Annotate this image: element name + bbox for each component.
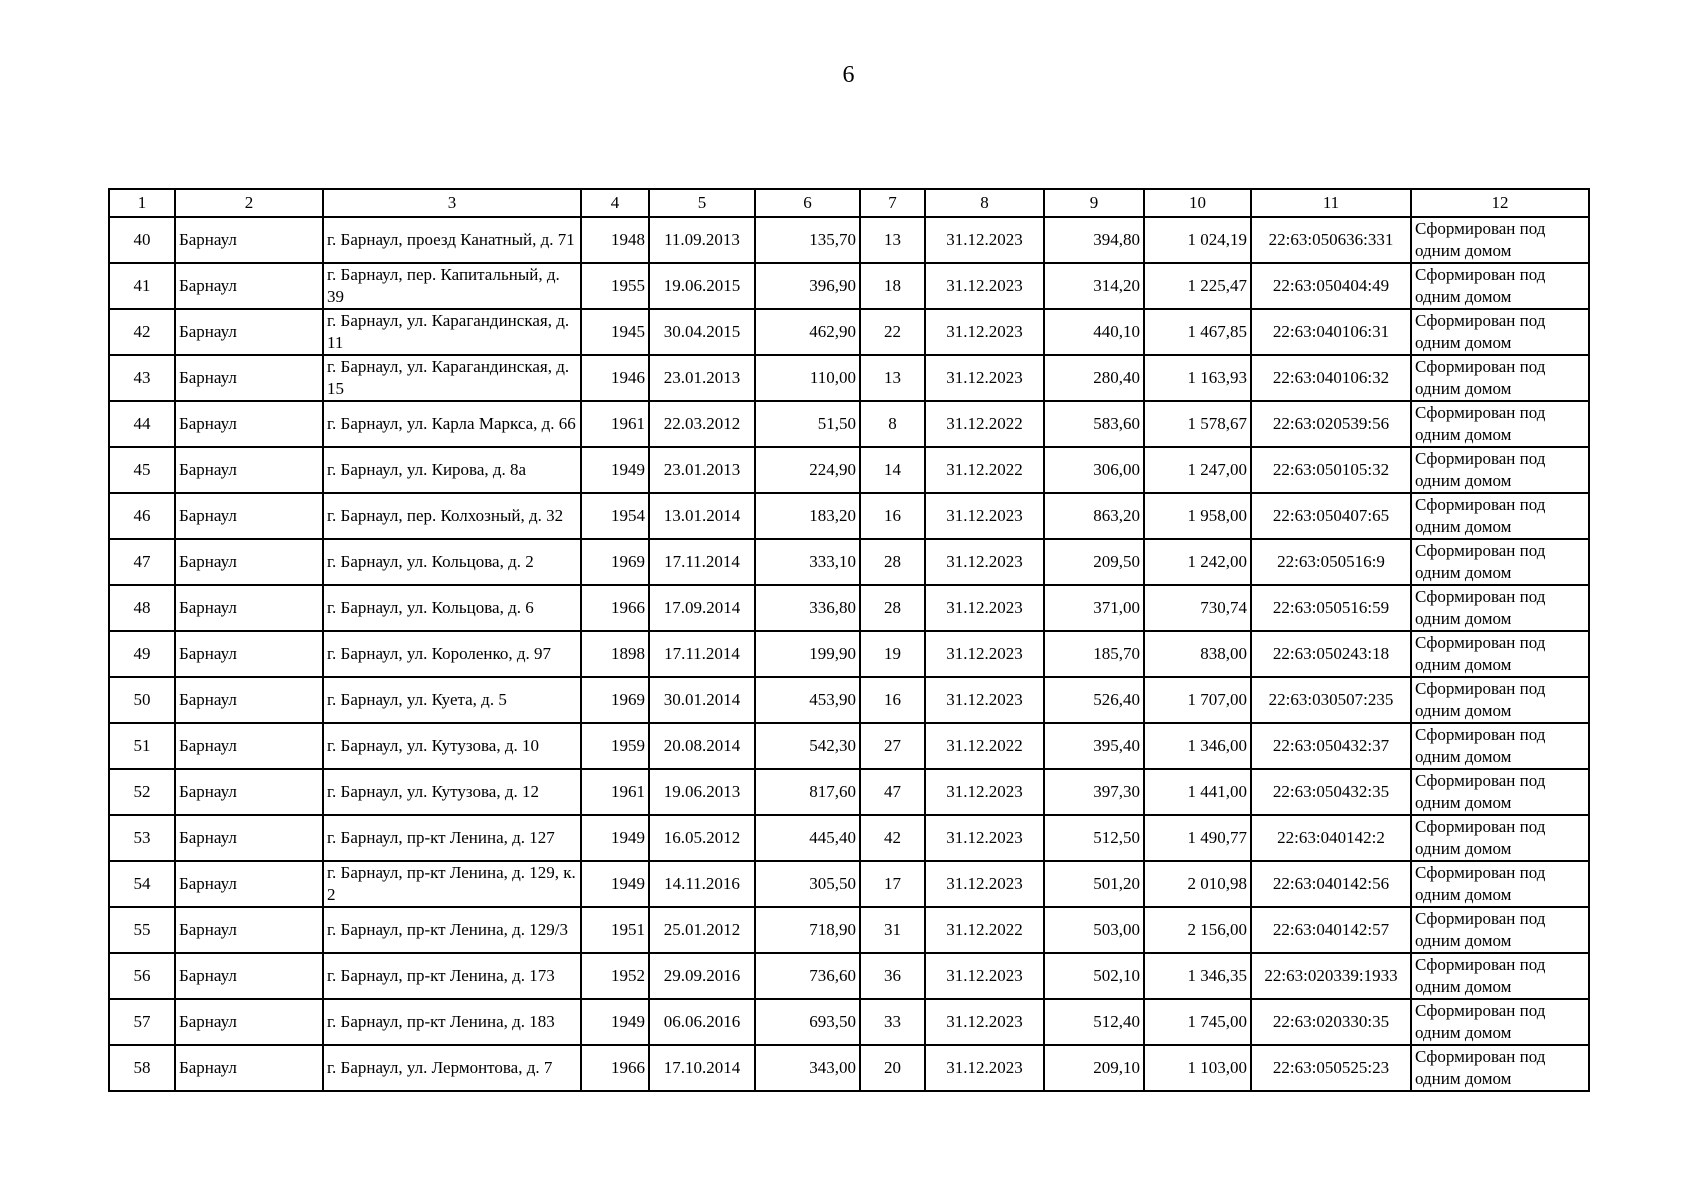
page-number: 6 [842, 62, 855, 88]
address-cell: г. Барнаул, пр-кт Ленина, д. 127 [323, 815, 581, 861]
address-cell: г. Барнаул, пр-кт Ленина, д. 173 [323, 953, 581, 999]
residents-cell: 36 [860, 953, 925, 999]
deadline-cell: 31.12.2022 [925, 723, 1044, 769]
area-cell: 336,80 [755, 585, 860, 631]
table-row [109, 309, 1589, 355]
amount-cell: 2 010,98 [1144, 861, 1251, 907]
deadline-cell: 31.12.2023 [925, 953, 1044, 999]
area-cell: 371,00 [1044, 585, 1144, 631]
table-row [109, 217, 1589, 263]
column-header: 9 [1044, 189, 1144, 217]
residents-cell: 8 [860, 401, 925, 447]
column-header: 12 [1411, 189, 1589, 217]
residents-cell: 22 [860, 309, 925, 355]
deadline-cell: 31.12.2022 [925, 447, 1044, 493]
city-cell: Барнаул [175, 677, 323, 723]
area-cell: 183,20 [755, 493, 860, 539]
area-cell: 502,10 [1044, 953, 1144, 999]
area-cell: 863,20 [1044, 493, 1144, 539]
table-row [109, 677, 1589, 723]
row-number-cell: 41 [109, 263, 175, 309]
row-number-cell: 57 [109, 999, 175, 1045]
residents-cell: 28 [860, 585, 925, 631]
column-header: 1 [109, 189, 175, 217]
column-header: 6 [755, 189, 860, 217]
land-plot-note-cell: Сформирован под одним домом [1411, 769, 1589, 815]
date-cell: 30.01.2014 [649, 677, 755, 723]
land-plot-note-cell: Сформирован под одним домом [1411, 401, 1589, 447]
amount-cell: 1 707,00 [1144, 677, 1251, 723]
area-cell: 314,20 [1044, 263, 1144, 309]
address-cell: г. Барнаул, пер. Колхозный, д. 32 [323, 493, 581, 539]
residents-cell: 17 [860, 861, 925, 907]
deadline-cell: 31.12.2023 [925, 355, 1044, 401]
area-cell: 501,20 [1044, 861, 1144, 907]
address-cell: г. Барнаул, проезд Канатный, д. 71 [323, 217, 581, 263]
year-built-cell: 1966 [581, 585, 649, 631]
amount-cell: 1 163,93 [1144, 355, 1251, 401]
cadastral-number-cell: 22:63:050516:59 [1251, 585, 1411, 631]
residents-cell: 16 [860, 677, 925, 723]
amount-cell: 1 346,00 [1144, 723, 1251, 769]
deadline-cell: 31.12.2023 [925, 631, 1044, 677]
area-cell: 224,90 [755, 447, 860, 493]
cadastral-number-cell: 22:63:020339:1933 [1251, 953, 1411, 999]
year-built-cell: 1969 [581, 677, 649, 723]
residents-cell: 19 [860, 631, 925, 677]
date-cell: 06.06.2016 [649, 999, 755, 1045]
deadline-cell: 31.12.2023 [925, 309, 1044, 355]
row-number-cell: 44 [109, 401, 175, 447]
cadastral-number-cell: 22:63:040142:2 [1251, 815, 1411, 861]
address-cell: г. Барнаул, пр-кт Ленина, д. 129/3 [323, 907, 581, 953]
deadline-cell: 31.12.2023 [925, 263, 1044, 309]
table-row [109, 401, 1589, 447]
date-cell: 13.01.2014 [649, 493, 755, 539]
amount-cell: 1 247,00 [1144, 447, 1251, 493]
residents-cell: 47 [860, 769, 925, 815]
city-cell: Барнаул [175, 953, 323, 999]
land-plot-note-cell: Сформирован под одним домом [1411, 907, 1589, 953]
year-built-cell: 1955 [581, 263, 649, 309]
row-number-cell: 46 [109, 493, 175, 539]
deadline-cell: 31.12.2023 [925, 769, 1044, 815]
date-cell: 20.08.2014 [649, 723, 755, 769]
city-cell: Барнаул [175, 861, 323, 907]
deadline-cell: 31.12.2023 [925, 861, 1044, 907]
area-cell: 280,40 [1044, 355, 1144, 401]
area-cell: 199,90 [755, 631, 860, 677]
amount-cell: 1 745,00 [1144, 999, 1251, 1045]
city-cell: Барнаул [175, 539, 323, 585]
date-cell: 23.01.2013 [649, 355, 755, 401]
cadastral-number-cell: 22:63:040106:32 [1251, 355, 1411, 401]
deadline-cell: 31.12.2023 [925, 217, 1044, 263]
year-built-cell: 1969 [581, 539, 649, 585]
table-row [109, 1045, 1589, 1091]
address-cell: г. Барнаул, ул. Лермонтова, д. 7 [323, 1045, 581, 1091]
area-cell: 453,90 [755, 677, 860, 723]
date-cell: 29.09.2016 [649, 953, 755, 999]
area-cell: 397,30 [1044, 769, 1144, 815]
address-cell: г. Барнаул, ул. Кольцова, д. 2 [323, 539, 581, 585]
city-cell: Барнаул [175, 907, 323, 953]
area-cell: 526,40 [1044, 677, 1144, 723]
amount-cell: 1 242,00 [1144, 539, 1251, 585]
table-row [109, 263, 1589, 309]
deadline-cell: 31.12.2022 [925, 907, 1044, 953]
row-number-cell: 50 [109, 677, 175, 723]
address-cell: г. Барнаул, ул. Кольцова, д. 6 [323, 585, 581, 631]
column-header: 5 [649, 189, 755, 217]
amount-cell: 1 024,19 [1144, 217, 1251, 263]
year-built-cell: 1951 [581, 907, 649, 953]
address-cell: г. Барнаул, ул. Карла Маркса, д. 66 [323, 401, 581, 447]
year-built-cell: 1952 [581, 953, 649, 999]
column-header: 4 [581, 189, 649, 217]
area-cell: 333,10 [755, 539, 860, 585]
cadastral-number-cell: 22:63:050516:9 [1251, 539, 1411, 585]
city-cell: Барнаул [175, 401, 323, 447]
address-cell: г. Барнаул, пр-кт Ленина, д. 129, к. 2 [323, 861, 581, 907]
city-cell: Барнаул [175, 631, 323, 677]
area-cell: 209,10 [1044, 1045, 1144, 1091]
residents-cell: 28 [860, 539, 925, 585]
table-row [109, 907, 1589, 953]
amount-cell: 1 958,00 [1144, 493, 1251, 539]
land-plot-note-cell: Сформирован под одним домом [1411, 217, 1589, 263]
date-cell: 17.10.2014 [649, 1045, 755, 1091]
land-plot-note-cell: Сформирован под одним домом [1411, 815, 1589, 861]
land-plot-note-cell: Сформирован под одним домом [1411, 723, 1589, 769]
residents-cell: 13 [860, 217, 925, 263]
city-cell: Барнаул [175, 447, 323, 493]
amount-cell: 1 578,67 [1144, 401, 1251, 447]
deadline-cell: 31.12.2023 [925, 585, 1044, 631]
area-cell: 51,50 [755, 401, 860, 447]
date-cell: 17.09.2014 [649, 585, 755, 631]
amount-cell: 1 441,00 [1144, 769, 1251, 815]
table-row [109, 447, 1589, 493]
cadastral-number-cell: 22:63:050636:331 [1251, 217, 1411, 263]
area-cell: 343,00 [755, 1045, 860, 1091]
area-cell: 445,40 [755, 815, 860, 861]
year-built-cell: 1966 [581, 1045, 649, 1091]
area-cell: 503,00 [1044, 907, 1144, 953]
deadline-cell: 31.12.2023 [925, 539, 1044, 585]
date-cell: 25.01.2012 [649, 907, 755, 953]
area-cell: 583,60 [1044, 401, 1144, 447]
amount-cell: 1 490,77 [1144, 815, 1251, 861]
year-built-cell: 1961 [581, 769, 649, 815]
deadline-cell: 31.12.2023 [925, 677, 1044, 723]
year-built-cell: 1949 [581, 815, 649, 861]
row-number-cell: 47 [109, 539, 175, 585]
column-header: 10 [1144, 189, 1251, 217]
year-built-cell: 1949 [581, 447, 649, 493]
cadastral-number-cell: 22:63:020330:35 [1251, 999, 1411, 1045]
area-cell: 185,70 [1044, 631, 1144, 677]
date-cell: 17.11.2014 [649, 539, 755, 585]
city-cell: Барнаул [175, 1045, 323, 1091]
year-built-cell: 1961 [581, 401, 649, 447]
year-built-cell: 1898 [581, 631, 649, 677]
cadastral-number-cell: 22:63:050407:65 [1251, 493, 1411, 539]
date-cell: 19.06.2015 [649, 263, 755, 309]
city-cell: Барнаул [175, 585, 323, 631]
area-cell: 209,50 [1044, 539, 1144, 585]
table-row [109, 493, 1589, 539]
area-cell: 110,00 [755, 355, 860, 401]
residents-cell: 20 [860, 1045, 925, 1091]
cadastral-number-cell: 22:63:040142:56 [1251, 861, 1411, 907]
row-number-cell: 51 [109, 723, 175, 769]
land-plot-note-cell: Сформирован под одним домом [1411, 493, 1589, 539]
cadastral-number-cell: 22:63:050105:32 [1251, 447, 1411, 493]
amount-cell: 1 225,47 [1144, 263, 1251, 309]
row-number-cell: 56 [109, 953, 175, 999]
row-number-cell: 52 [109, 769, 175, 815]
city-cell: Барнаул [175, 493, 323, 539]
land-plot-note-cell: Сформирован под одним домом [1411, 1045, 1589, 1091]
cadastral-number-cell: 22:63:050243:18 [1251, 631, 1411, 677]
city-cell: Барнаул [175, 217, 323, 263]
amount-cell: 838,00 [1144, 631, 1251, 677]
deadline-cell: 31.12.2022 [925, 401, 1044, 447]
table-row [109, 539, 1589, 585]
amount-cell: 1 346,35 [1144, 953, 1251, 999]
amount-cell: 1 467,85 [1144, 309, 1251, 355]
table-row [109, 631, 1589, 677]
address-cell: г. Барнаул, ул. Карагандинская, д. 11 [323, 309, 581, 355]
area-cell: 693,50 [755, 999, 860, 1045]
date-cell: 16.05.2012 [649, 815, 755, 861]
land-plot-note-cell: Сформирован под одним домом [1411, 861, 1589, 907]
year-built-cell: 1949 [581, 999, 649, 1045]
address-cell: г. Барнаул, ул. Кутузова, д. 12 [323, 769, 581, 815]
table-row [109, 861, 1589, 907]
address-cell: г. Барнаул, пер. Капитальный, д. 39 [323, 263, 581, 309]
column-header: 7 [860, 189, 925, 217]
area-cell: 542,30 [755, 723, 860, 769]
cadastral-number-cell: 22:63:050525:23 [1251, 1045, 1411, 1091]
cadastral-number-cell: 22:63:050404:49 [1251, 263, 1411, 309]
date-cell: 11.09.2013 [649, 217, 755, 263]
area-cell: 736,60 [755, 953, 860, 999]
column-header: 3 [323, 189, 581, 217]
table-body [109, 217, 1589, 1091]
land-plot-note-cell: Сформирован под одним домом [1411, 309, 1589, 355]
address-cell: г. Барнаул, ул. Кирова, д. 8а [323, 447, 581, 493]
area-cell: 817,60 [755, 769, 860, 815]
area-cell: 396,90 [755, 263, 860, 309]
city-cell: Барнаул [175, 999, 323, 1045]
area-cell: 395,40 [1044, 723, 1144, 769]
city-cell: Барнаул [175, 355, 323, 401]
city-cell: Барнаул [175, 815, 323, 861]
table-row [109, 815, 1589, 861]
table-row [109, 723, 1589, 769]
column-header: 11 [1251, 189, 1411, 217]
year-built-cell: 1946 [581, 355, 649, 401]
land-plot-note-cell: Сформирован под одним домом [1411, 355, 1589, 401]
amount-cell: 1 103,00 [1144, 1045, 1251, 1091]
residents-cell: 16 [860, 493, 925, 539]
date-cell: 19.06.2013 [649, 769, 755, 815]
land-plot-note-cell: Сформирован под одним домом [1411, 447, 1589, 493]
row-number-cell: 54 [109, 861, 175, 907]
date-cell: 30.04.2015 [649, 309, 755, 355]
row-number-cell: 45 [109, 447, 175, 493]
deadline-cell: 31.12.2023 [925, 493, 1044, 539]
land-plot-note-cell: Сформирован под одним домом [1411, 585, 1589, 631]
row-number-cell: 49 [109, 631, 175, 677]
land-plot-note-cell: Сформирован под одним домом [1411, 999, 1589, 1045]
area-cell: 440,10 [1044, 309, 1144, 355]
table-row [109, 953, 1589, 999]
area-cell: 305,50 [755, 861, 860, 907]
table-row [109, 355, 1589, 401]
year-built-cell: 1945 [581, 309, 649, 355]
table-row [109, 585, 1589, 631]
address-cell: г. Барнаул, пр-кт Ленина, д. 183 [323, 999, 581, 1045]
area-cell: 306,00 [1044, 447, 1144, 493]
column-header: 8 [925, 189, 1044, 217]
date-cell: 17.11.2014 [649, 631, 755, 677]
address-cell: г. Барнаул, ул. Кутузова, д. 10 [323, 723, 581, 769]
year-built-cell: 1948 [581, 217, 649, 263]
residents-cell: 13 [860, 355, 925, 401]
row-number-cell: 43 [109, 355, 175, 401]
cadastral-number-cell: 22:63:050432:35 [1251, 769, 1411, 815]
city-cell: Барнаул [175, 723, 323, 769]
city-cell: Барнаул [175, 263, 323, 309]
cadastral-number-cell: 22:63:030507:235 [1251, 677, 1411, 723]
area-cell: 512,50 [1044, 815, 1144, 861]
date-cell: 22.03.2012 [649, 401, 755, 447]
land-plot-note-cell: Сформирован под одним домом [1411, 677, 1589, 723]
address-cell: г. Барнаул, ул. Карагандинская, д. 15 [323, 355, 581, 401]
row-number-cell: 40 [109, 217, 175, 263]
residents-cell: 42 [860, 815, 925, 861]
year-built-cell: 1959 [581, 723, 649, 769]
residents-cell: 14 [860, 447, 925, 493]
residents-cell: 33 [860, 999, 925, 1045]
deadline-cell: 31.12.2023 [925, 1045, 1044, 1091]
land-plot-note-cell: Сформирован под одним домом [1411, 953, 1589, 999]
date-cell: 14.11.2016 [649, 861, 755, 907]
row-number-cell: 42 [109, 309, 175, 355]
residents-cell: 31 [860, 907, 925, 953]
cadastral-number-cell: 22:63:020539:56 [1251, 401, 1411, 447]
amount-cell: 2 156,00 [1144, 907, 1251, 953]
area-cell: 718,90 [755, 907, 860, 953]
row-number-cell: 55 [109, 907, 175, 953]
residents-cell: 18 [860, 263, 925, 309]
land-plot-note-cell: Сформирован под одним домом [1411, 263, 1589, 309]
land-plot-note-cell: Сформирован под одним домом [1411, 539, 1589, 585]
amount-cell: 730,74 [1144, 585, 1251, 631]
residents-cell: 27 [860, 723, 925, 769]
address-cell: г. Барнаул, ул. Куета, д. 5 [323, 677, 581, 723]
deadline-cell: 31.12.2023 [925, 815, 1044, 861]
cadastral-number-cell: 22:63:050432:37 [1251, 723, 1411, 769]
column-header: 2 [175, 189, 323, 217]
table-row [109, 999, 1589, 1045]
table-row [109, 769, 1589, 815]
row-number-cell: 53 [109, 815, 175, 861]
row-number-cell: 48 [109, 585, 175, 631]
area-cell: 462,90 [755, 309, 860, 355]
column-number-row [109, 189, 1589, 217]
address-cell: г. Барнаул, ул. Короленко, д. 97 [323, 631, 581, 677]
area-cell: 394,80 [1044, 217, 1144, 263]
cadastral-number-cell: 22:63:040142:57 [1251, 907, 1411, 953]
deadline-cell: 31.12.2023 [925, 999, 1044, 1045]
city-cell: Барнаул [175, 769, 323, 815]
year-built-cell: 1949 [581, 861, 649, 907]
area-cell: 512,40 [1044, 999, 1144, 1045]
housing-registry-table [108, 188, 1590, 1092]
area-cell: 135,70 [755, 217, 860, 263]
row-number-cell: 58 [109, 1045, 175, 1091]
date-cell: 23.01.2013 [649, 447, 755, 493]
land-plot-note-cell: Сформирован под одним домом [1411, 631, 1589, 677]
cadastral-number-cell: 22:63:040106:31 [1251, 309, 1411, 355]
city-cell: Барнаул [175, 309, 323, 355]
year-built-cell: 1954 [581, 493, 649, 539]
